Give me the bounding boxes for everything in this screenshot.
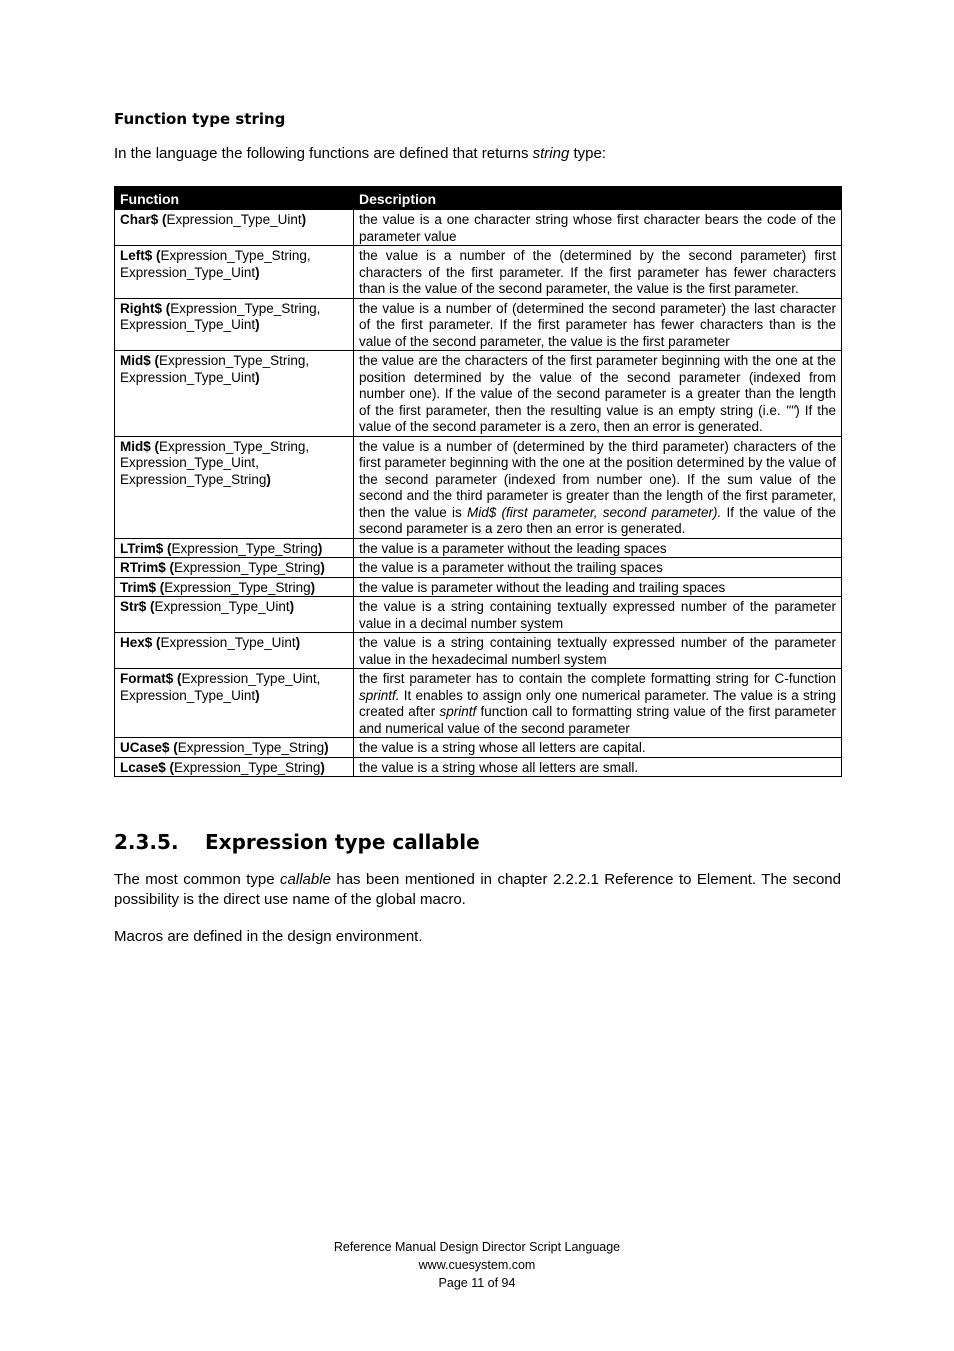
description-text: the value is a parameter without the leading spaces <box>359 540 667 556</box>
description-cell <box>354 597 842 633</box>
function-args: Expression_Type_String <box>174 560 321 575</box>
close-paren: ) <box>317 540 323 556</box>
table-row <box>115 210 842 246</box>
description-text: the value is a string whose all letters are small. <box>359 759 639 775</box>
table-row <box>115 246 842 299</box>
function-name: Right$ <box>120 300 162 316</box>
close-paren: ) <box>255 264 260 280</box>
description-cell <box>354 633 842 669</box>
function-args: Expression_Type_Uint <box>154 599 290 614</box>
table-row <box>115 538 842 558</box>
function-name: Char$ <box>120 212 159 227</box>
close-paren: ) <box>324 740 329 755</box>
column-header-function: Function <box>115 187 354 210</box>
description-cell <box>354 757 842 777</box>
function-name: Str$ <box>120 599 147 614</box>
description-text: If the value of the second parameter is a zero then an error is generated. <box>359 504 836 536</box>
description-cell <box>354 246 842 299</box>
description-cell <box>354 538 842 558</box>
open-paren: ( <box>162 300 171 316</box>
function-cell <box>115 298 354 351</box>
section-heading <box>114 830 480 854</box>
close-paren: ) <box>301 212 307 227</box>
function-cell <box>115 757 354 777</box>
open-paren: ( <box>152 248 161 263</box>
table-row <box>115 669 842 738</box>
function-cell <box>115 436 354 538</box>
close-paren: ) <box>295 635 301 650</box>
heading-function-type-string: Function type string <box>114 110 286 128</box>
description-cell <box>354 669 842 738</box>
description-cell <box>354 351 842 437</box>
para1-text: The most common type <box>114 871 281 888</box>
para1-emphasis: callable <box>280 871 331 888</box>
function-name: LTrim$ <box>120 540 164 556</box>
close-paren: ) <box>310 579 316 595</box>
function-name: Hex$ <box>120 635 153 650</box>
open-paren: ( <box>156 579 165 595</box>
open-paren: ( <box>146 599 155 614</box>
description-text: the value is a string containing textually expressed number of the parameter value in a decimal number system <box>359 599 836 631</box>
table-row <box>115 597 842 633</box>
function-args: Expression_Type_String <box>171 540 318 556</box>
function-args: Expression_Type_String <box>164 579 311 595</box>
function-cell <box>115 351 354 437</box>
description-text: ) If the value of the second parameter is a zero, then an error is generated. <box>359 402 837 434</box>
function-args: Expression_Type_String <box>177 740 325 755</box>
description-text: the value are the characters of the first parameter beginning with the one at the position determined by the value of the second parameter (indexed from number one). If the value of the second parameter is a greater than the length of the first parameter, then the resulting value is an empty string (i.e. <box>359 353 836 418</box>
description-text: function call to formatting string value of the first parameter and numerical value of the second parameter <box>359 704 837 736</box>
table-row <box>115 738 842 758</box>
close-paren: ) <box>289 599 295 614</box>
intro-text: In the language the following functions are defined that returns <box>114 145 533 162</box>
description-text: the value is a number of (determined the second parameter) the last character of the first parameter. If the first parameter has fewer characters than is the value of the second parameter, the value is the first parameter <box>359 300 836 349</box>
description-cell <box>354 577 842 597</box>
close-paren: ) <box>320 560 325 575</box>
function-args: Expression_Type_String, Expression_Type_Uint, Expression_Type_String <box>120 438 310 487</box>
table-row <box>115 351 842 437</box>
description-emphasis: sprintf. <box>359 687 400 703</box>
description-emphasis: sprintf <box>439 704 477 719</box>
table-row <box>115 436 842 538</box>
function-name: Lcase$ <box>120 759 166 775</box>
function-args: Expression_Type_Uint, Expression_Type_Uint <box>120 671 321 703</box>
footer-title: Reference Manual Design Director Script Language <box>333 1240 621 1254</box>
function-name: Trim$ <box>120 579 157 595</box>
function-cell <box>115 738 354 758</box>
function-cell <box>115 577 354 597</box>
function-name: Mid$ <box>120 438 151 454</box>
description-text: the value is a number of the (determined by the second parameter) first characters of the first parameter. If the first parameter has fewer characters than is the value of the second parameter, the value is the first parameter. <box>359 248 836 296</box>
footer-url: www.cuesystem.com <box>418 1258 536 1272</box>
function-args: Expression_Type_String <box>174 759 321 775</box>
open-paren: ( <box>150 353 160 368</box>
page-footer <box>0 1238 954 1292</box>
open-paren: ( <box>173 671 182 686</box>
function-cell <box>115 210 354 246</box>
intro-emphasis: string <box>532 145 570 162</box>
column-header-description: Description <box>354 187 842 210</box>
table-row <box>115 298 842 351</box>
description-cell <box>354 210 842 246</box>
section-paragraph-2: Macros are defined in the design environment. <box>114 928 423 945</box>
description-text: the first parameter has to contain the complete formatting string for C-function <box>359 671 836 686</box>
description-text: the value is a parameter without the trailing spaces <box>359 560 663 575</box>
section-paragraph-1 <box>114 870 841 910</box>
description-cell <box>354 298 842 351</box>
intro-text-end: type: <box>569 145 606 162</box>
description-text: the value is a number of (determined by the third parameter) characters of the first parameter beginning with the one at the position determined by the value of the second parameter (indexed from number one). If the sum value of the second and the third parameter is greater than the length of the first parameter, then the value is <box>359 438 836 520</box>
function-args: Expression_Type_Uint <box>166 212 302 227</box>
description-text: the value is a string containing textually expressed number of the parameter value in the hexadecimal numberl system <box>359 635 836 667</box>
open-paren: ( <box>165 759 175 775</box>
description-text: the value is a one character string whose first character bears the code of the parameter value <box>359 212 836 244</box>
function-cell <box>115 597 354 633</box>
function-name: UCase$ <box>120 740 170 755</box>
description-text: the value is parameter without the leading and trailing spaces <box>359 579 726 595</box>
table-row <box>115 633 842 669</box>
open-paren: ( <box>152 635 161 650</box>
table-row <box>115 577 842 597</box>
close-paren: ) <box>255 687 260 703</box>
description-cell <box>354 558 842 578</box>
function-cell <box>115 246 354 299</box>
description-emphasis: "" <box>785 402 796 418</box>
function-args: Expression_Type_String, Expression_Type_Uint <box>120 353 310 385</box>
section-number: 2.3.5. <box>114 830 179 854</box>
description-text: the value is a string whose all letters are capital. <box>359 740 646 755</box>
function-cell <box>115 669 354 738</box>
description-text: It enables to assign only one numerical parameter. The value is a string created after <box>359 687 836 719</box>
function-cell <box>115 558 354 578</box>
function-args: Expression_Type_String, Expression_Type_Uint <box>120 248 311 280</box>
close-paren: ) <box>255 317 260 332</box>
table-row <box>115 757 842 777</box>
description-emphasis: Mid$ (first parameter, second parameter). <box>467 504 722 520</box>
function-args: Expression_Type_Uint <box>160 635 296 650</box>
close-paren: ) <box>266 471 271 487</box>
footer-page-number: Page 11 of 94 <box>438 1276 516 1290</box>
open-paren: ( <box>150 438 160 454</box>
open-paren: ( <box>165 560 175 575</box>
function-cell <box>115 538 354 558</box>
function-args: Expression_Type_String, Expression_Type_Uint <box>120 300 321 332</box>
open-paren: ( <box>163 540 172 556</box>
table-body <box>115 210 842 777</box>
open-paren: ( <box>158 212 167 227</box>
function-table <box>114 186 842 777</box>
function-name: Format$ <box>120 671 174 686</box>
open-paren: ( <box>169 740 178 755</box>
close-paren: ) <box>255 369 260 385</box>
description-cell <box>354 436 842 538</box>
function-cell <box>115 633 354 669</box>
para1-text-end: has been mentioned in chapter 2.2.2.1 Reference to Element. The second possibility is the direct use name of the global macro. <box>114 871 841 908</box>
function-name: Left$ <box>120 248 153 263</box>
table-header-row <box>115 187 842 210</box>
function-name: RTrim$ <box>120 560 166 575</box>
table-row <box>115 558 842 578</box>
function-name: Mid$ <box>120 353 151 368</box>
close-paren: ) <box>320 759 325 775</box>
intro-paragraph <box>114 145 606 162</box>
description-cell <box>354 738 842 758</box>
section-title: Expression type callable <box>205 830 480 854</box>
